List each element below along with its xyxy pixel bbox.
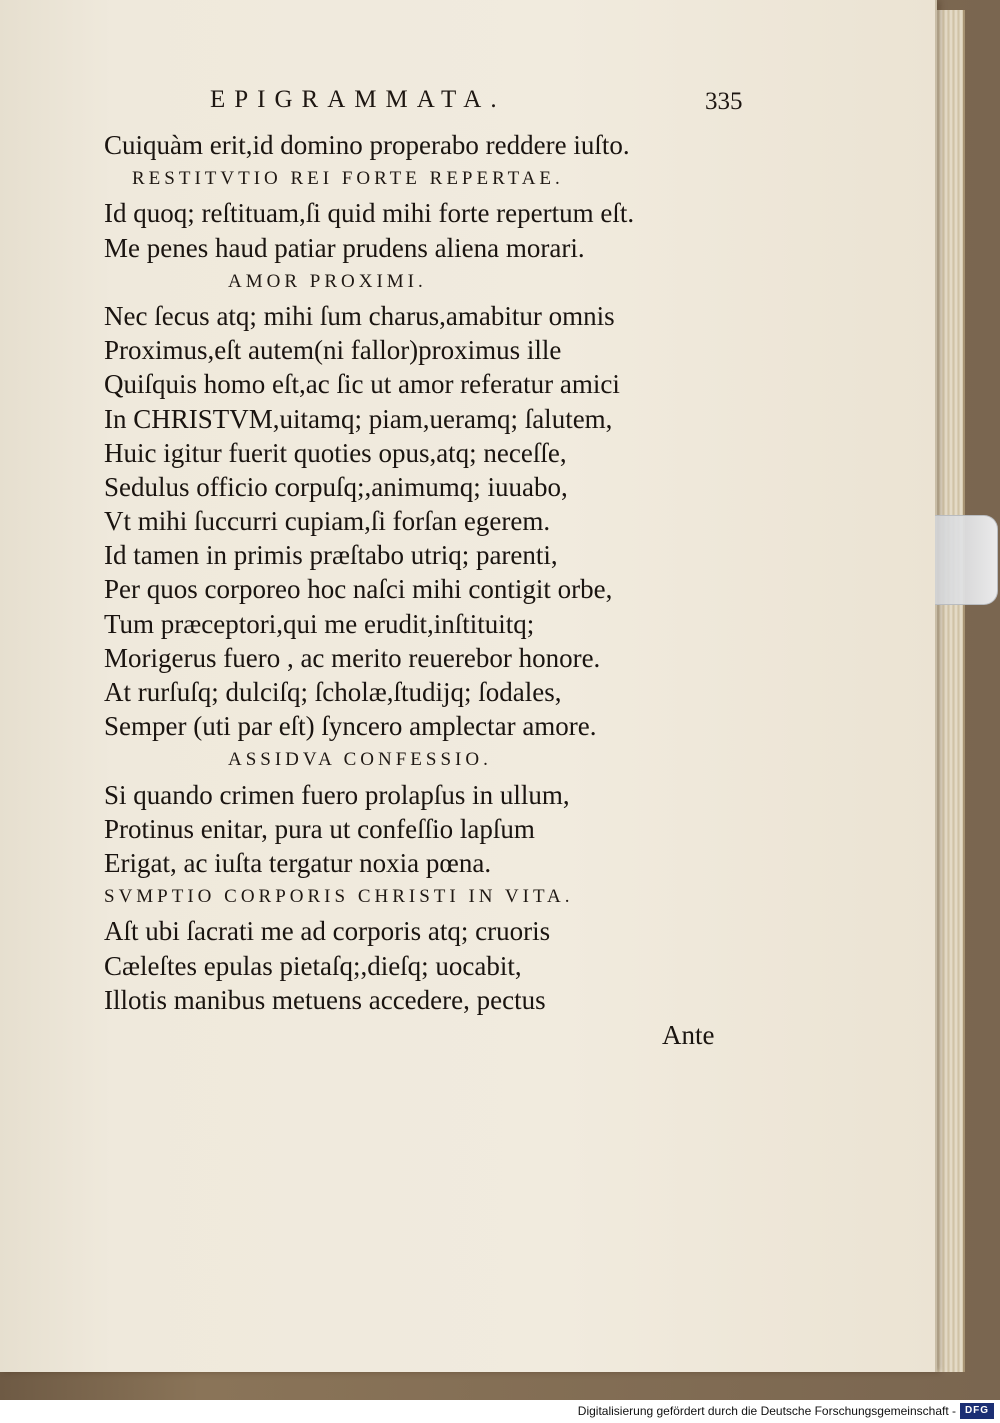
page-number: 335 [705,88,743,115]
verse-line: Proximus,eſt autem(ni fallor)proximus ille [104,335,562,366]
text-block [104,128,744,1017]
digitization-footer [0,1400,1000,1423]
verse-line: Quiſquis homo eſt,ac ſic ut amor referatur amici [104,369,620,400]
verse-line: Me penes haud patiar prudens aliena morari. [104,232,585,263]
section-heading: ASSIDVA CONFESSIO. [228,749,492,771]
verse-line: Protinus enitar, pura ut confeſſio lapſum [104,813,535,844]
verse-line: Cæleſtes epulas pietaſq;,dieſq; uocabit, [104,950,522,981]
verse-line: At rurſuſq; dulciſq; ſcholæ,ſtudijq; ſodales, [104,677,562,707]
verse-line: Illotis manibus metuens accedere, pectus [104,984,546,1015]
verse-line: Sedulus officio corpuſq;,animumq; iuuabo, [104,471,568,502]
page-clip [935,515,998,605]
verse-line: Id tamen in primis præſtabo utriq; parenti, [104,540,558,571]
running-title: EPIGRAMMATA. [210,86,506,113]
verse-line: Cuiquàm erit,id domino properabo reddere iuſto. [104,130,630,160]
section-heading: SVMPTIO CORPORIS CHRISTI IN VITA. [104,886,574,908]
verse-line: Semper (uti par eſt) ſyncero amplectar amore. [104,711,597,742]
verse-line: Erigat, ac iuſta tergatur noxia pœna. [104,847,492,878]
verse-line: Nec ſecus atq; mihi ſum charus,amabitur omnis [104,300,615,331]
page-header [210,86,810,122]
section-heading: AMOR PROXIMI. [228,270,427,292]
page-edges [935,10,965,1372]
verse-line: Vt mihi ſuccurri cupiam,ſi forſan egerem. [104,506,551,537]
verse-line: Id quoq; reſtituam,ſi quid mihi forte repertum eſt. [104,198,635,229]
verse-line: Si quando crimen fuero prolapſus in ullum, [104,779,570,810]
section-heading: RESTITVTIO REI FORTE REPERTAE. [132,168,564,190]
verse-line: In CHRISTVM,uitamq; piam,ueramq; ſalutem, [104,403,613,434]
verse-line: Per quos corporeo hoc naſci mihi contigit orbe, [104,574,613,605]
verse-line: Tum præceptori,qui me erudit,inſtituitq; [104,608,535,639]
verse-line: Morigerus fuero , ac merito reuerebor honore. [104,642,601,673]
funding-credit: Digitalisierung gefördert durch die Deutsche Forschungsgemeinschaft - [577,1404,956,1418]
verse-line: Huic igitur fuerit quoties opus,atq; neceſſe, [104,437,567,468]
dfg-logo: DFG [960,1403,994,1419]
verse-line: Aſt ubi ſacrati me ad corporis atq; cruoris [104,916,551,947]
catchword: Ante [662,1020,715,1050]
